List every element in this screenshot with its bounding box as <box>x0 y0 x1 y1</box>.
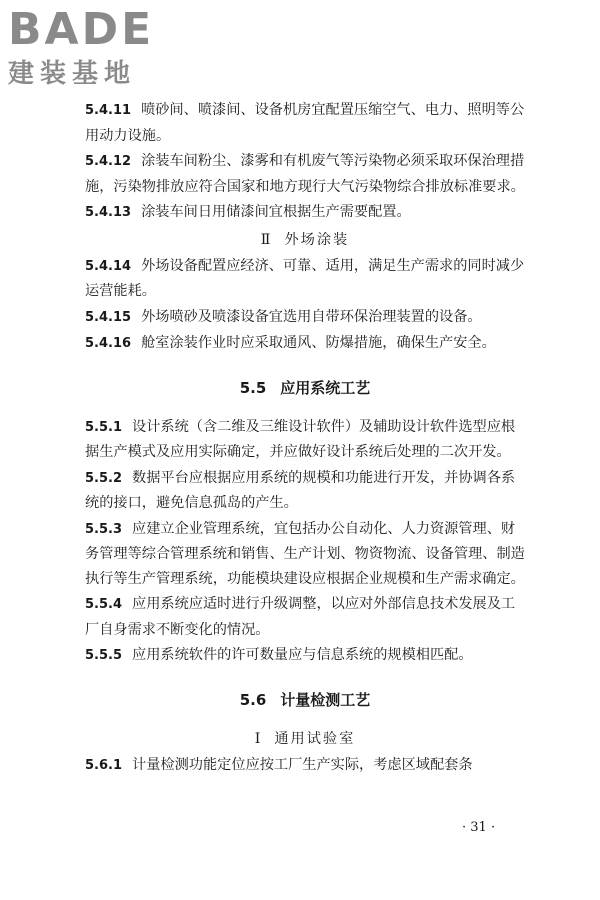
subsection-title: 通用试验室 <box>274 730 356 747</box>
clause-text: 数据平台应根据应用系统的规模和功能进行开发，并协调各系统的接口，避免信息孤岛的产生。 <box>85 469 516 511</box>
clause-5-4-15 <box>85 305 525 331</box>
clause-number: 5.4.11 <box>85 103 132 118</box>
clause-text: 设计系统（含二维及三维设计软件）及辅助设计软件选型应根据生产模式及应用实际确定，并应做好设计系统后处理的二次开发。 <box>85 418 516 460</box>
clause-5-4-14 <box>85 254 525 304</box>
clause-number: 5.4.14 <box>85 258 132 274</box>
clause-number: 5.4.16 <box>85 336 132 351</box>
document-body <box>85 98 525 778</box>
clause-text: 外场喷砂及喷漆设备宜选用自带环保治理装置的设备。 <box>141 308 482 325</box>
clause-5-4-16 <box>85 331 525 357</box>
logo-english: BADE <box>8 4 155 55</box>
clause-5-6-1 <box>85 753 525 779</box>
section-title: 计量检测工艺 <box>280 690 371 709</box>
clause-text: 应用系统应适时进行升级调整，以应对外部信息技术发展及工厂自身需求不断变化的情况。 <box>85 596 516 638</box>
clause-5-5-5 <box>85 643 525 669</box>
clause-5-5-1 <box>85 415 525 465</box>
clause-number: 5.4.15 <box>85 309 132 325</box>
clause-number: 5.4.13 <box>85 205 132 220</box>
clause-text: 舱室涂装作业时应采取通风、防爆措施，确保生产安全。 <box>141 335 496 351</box>
clause-5-4-11 <box>85 98 525 148</box>
clause-text: 涂装车间粉尘、漆雾和有机废气等污染物必须采取环保治理措施，污染物排放应符合国家和地方现行大气污染物综合排放标准要求。 <box>85 153 525 195</box>
subsection-roman: Ⅱ <box>260 231 273 248</box>
clause-text: 计量检测功能定位应按工厂生产实际，考虑区域配套条 <box>132 756 473 773</box>
subsection-title: 外场涂装 <box>284 231 350 248</box>
clause-text: 外场设备配置应经济、可靠、适用，满足生产需求的同时减少运营能耗。 <box>85 257 525 299</box>
section-heading-5-5 <box>85 375 525 401</box>
section-title: 应用系统工艺 <box>280 378 371 397</box>
clause-number: 5.5.3 <box>85 521 123 537</box>
subsection-roman: Ⅰ <box>254 730 263 747</box>
clause-5-5-2 <box>85 466 525 516</box>
clause-number: 5.5.4 <box>85 597 123 612</box>
clause-number: 5.5.5 <box>85 648 123 663</box>
page-number: · 31 · <box>462 820 496 835</box>
clause-text: 喷砂间、喷漆间、设备机房宜配置压缩空气、电力、照明等公用动力设施。 <box>85 102 525 144</box>
clause-number: 5.5.2 <box>85 470 123 486</box>
clause-5-4-12 <box>85 149 525 199</box>
section-number: 5.6 <box>239 690 267 709</box>
clause-5-5-4 <box>85 592 525 642</box>
bade-logo <box>8 6 154 90</box>
section-heading-5-6 <box>85 687 525 713</box>
clause-5-5-3 <box>85 517 525 592</box>
clause-number: 5.6.1 <box>85 757 123 773</box>
clause-text: 涂装车间日用储漆间宜根据生产需要配置。 <box>141 204 411 220</box>
clause-text: 应建立企业管理系统，宜包括办公自动化、人力资源管理、财务管理等综合管理系统和销售、生产计划、物资物流、设备管理、制造执行等生产管理系统，功能模块建设应根据企业规模和生产需求确定。 <box>85 520 525 587</box>
clause-5-4-13 <box>85 200 525 226</box>
subsection-heading-outdoor <box>85 228 525 252</box>
logo-chinese: 建装基地 <box>8 59 137 89</box>
clause-text: 应用系统软件的许可数量应与信息系统的规模相匹配。 <box>132 647 473 663</box>
clause-number: 5.5.1 <box>85 419 123 435</box>
section-number: 5.5 <box>239 378 267 397</box>
clause-number: 5.4.12 <box>85 154 132 169</box>
subsection-heading-lab <box>85 727 525 751</box>
